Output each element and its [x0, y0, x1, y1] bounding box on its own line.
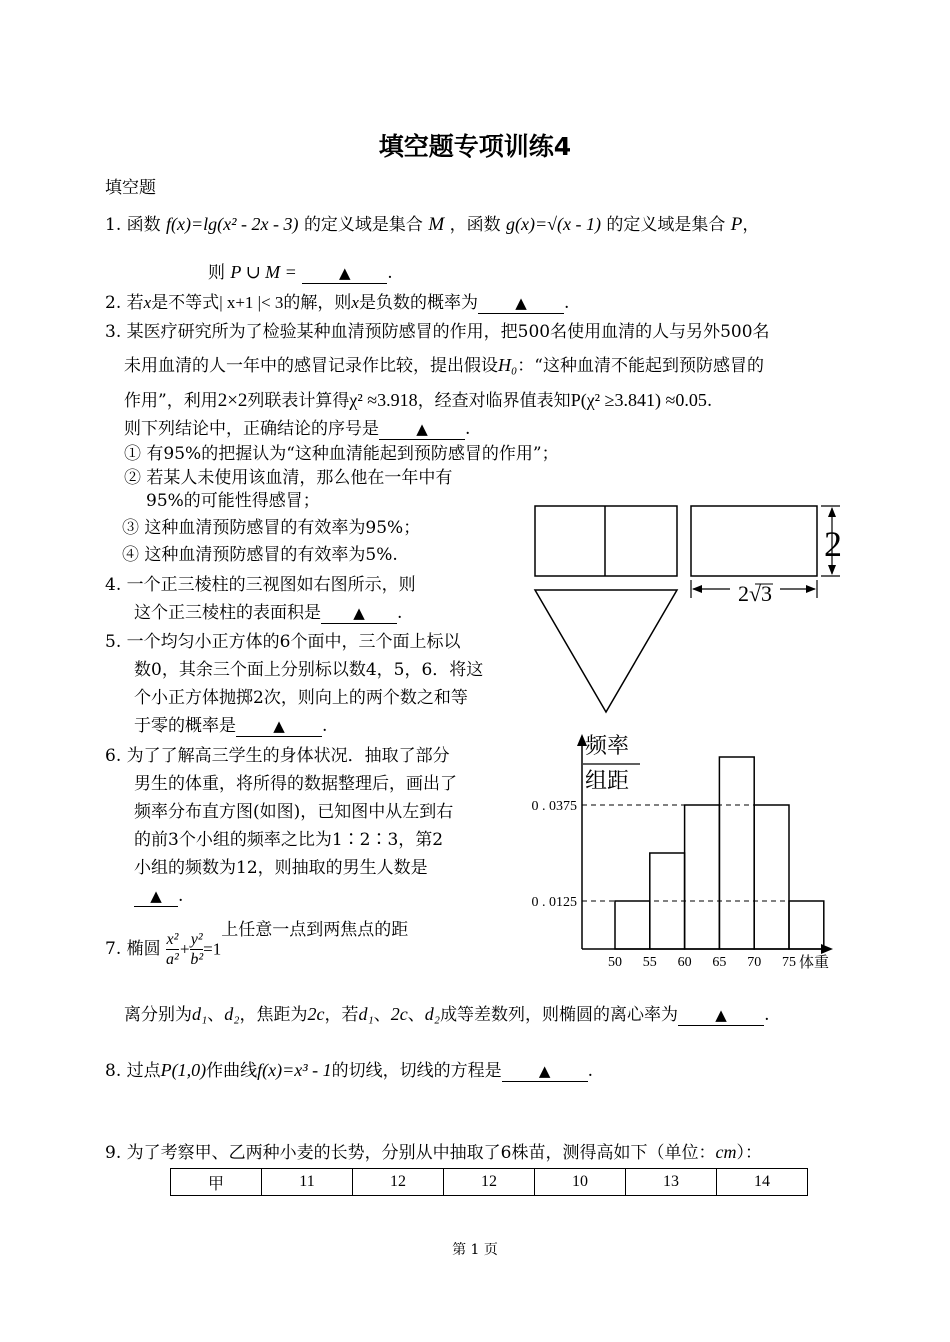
- question-3: 3. 某医疗研究所为了检验某种血清预防感冒的作用，把500名使用血清的人与另外500名: [105, 322, 770, 342]
- q1-g-expr: g(x)=√(x - 1): [505, 214, 601, 234]
- question-5-line2: 数0，其余三个面上分别标以数4，5，6．将这: [134, 660, 484, 680]
- histogram-bar: [615, 901, 650, 949]
- question-6-line4: 的前3个小组的频率之比为1∶2∶3，第2: [134, 830, 444, 850]
- question-3-line4: 则下列结论中，正确结论的序号是 ▲ .: [124, 419, 471, 439]
- question-5-line3: 个小正方体抛掷2次，则向上的两个数之和等: [134, 688, 468, 708]
- question-1-line2: 则 P ∪ M = ▲ .: [208, 262, 393, 283]
- table-cell: 13: [626, 1169, 717, 1196]
- triangle-icon: ▲: [338, 264, 351, 282]
- question-3-line3: 作用”，利用2×2列联表计算得χ² ≈3.918，经查对临界值表知P(χ² ≥3.841) ≈0.05.: [124, 390, 713, 411]
- y-label-top: 频率: [585, 733, 630, 758]
- table-cell: 14: [717, 1169, 808, 1196]
- histogram-bar: [754, 805, 789, 949]
- question-2: 2. 若x是不等式| x+1 |< 3的解，则x是负数的概率为 ▲ .: [105, 293, 570, 313]
- answer-blank-7[interactable]: [678, 1006, 764, 1026]
- table-cell: 11: [262, 1169, 353, 1196]
- x-tick-label: 65: [712, 955, 727, 970]
- q3-option-4: ④ 这种血清预防感冒的有效率为5%.: [122, 545, 398, 565]
- histogram-bar: [719, 757, 754, 949]
- question-1: 1. 函数 f(x)=lg(x² - 2x - 3) 的定义域是集合 M ，函数 g(x)=√(x - 1) 的定义域是集合 P，: [105, 214, 760, 235]
- q3-option-2: ② 若某人未使用该血清，那么他在一年中有: [124, 468, 453, 488]
- page-footer: 第 1 页: [452, 1242, 498, 1258]
- question-4-line2: 这个正三棱柱的表面积是 ▲ .: [134, 603, 403, 623]
- dim-label-height: 2: [824, 524, 842, 564]
- question-6-line5: 小组的频数为12，则抽取的男生人数是: [134, 858, 428, 878]
- ellipse-equation: $\frac{\text{x²}}{\text{a²}}$ + $\frac{\text{y²}}{\text{b²}}$ =1: [166, 931, 222, 969]
- question-7: 7. 椭圆 $\frac{\text{x²}}{\text{a²}}$ + $\frac{\text{y²}}{\text{b²}}$ =1上任意一点到两焦点的距: [105, 920, 409, 969]
- triangle-icon: ▲: [150, 887, 162, 905]
- q3-option-2-cont: 95%的可能性得感冒；: [146, 491, 320, 511]
- x-tick-label: 60: [677, 955, 692, 970]
- question-7-line2: 离分别为d₁、d₂，焦距为2c，若d₁、2c、d₂成等差数列，则椭圆的离心率为 ▲ .: [124, 1004, 770, 1025]
- answer-blank-8[interactable]: [502, 1062, 588, 1082]
- q1-number: 1.: [105, 215, 122, 235]
- section-heading: 填空题: [105, 178, 156, 198]
- question-5-line4: 于零的概率是 ▲ .: [134, 716, 328, 736]
- question-9: 9. 为了考察甲、乙两种小麦的长势，分别从中抽取了6株苗，测得高如下（单位：cm）：: [105, 1142, 762, 1163]
- data-table: [170, 1168, 808, 1196]
- table-cell: 12: [353, 1169, 444, 1196]
- question-6-line3: 频率分布直方图(如图)，已知图中从左到右: [134, 802, 454, 822]
- table-row: [171, 1169, 808, 1196]
- question-4: 4. 一个正三棱柱的三视图如右图所示，则: [105, 575, 416, 595]
- x-tick-label: 55: [642, 955, 657, 970]
- question-3-line2: 未用血清的人一年中的感冒记录作比较，提出假设H₀：“这种血清不能起到预防感冒的: [124, 355, 764, 376]
- question-6-line2: 男生的体重，将所得的数据整理后，画出了: [134, 774, 457, 794]
- question-5: 5. 一个均匀小正方体的6个面中，三个面上标以: [105, 632, 461, 652]
- question-6: 6. 为了了解高三学生的身体状况．抽取了部分: [105, 746, 450, 766]
- triangle-icon: ▲: [515, 294, 527, 312]
- question-8: 8. 过点P(1,0)作曲线f(x)=x³ - 1的切线，切线的方程是 ▲ .: [105, 1060, 594, 1081]
- histogram-bar: [685, 805, 720, 949]
- histogram-bar: [789, 901, 824, 949]
- table-cell: 甲: [171, 1169, 262, 1196]
- x-axis-label: 体重: [799, 955, 830, 971]
- triangle-icon: ▲: [715, 1006, 727, 1024]
- triangle-icon: ▲: [416, 420, 428, 438]
- x-tick-label: 50: [608, 955, 622, 970]
- dim-label-width: 2√3: [737, 581, 773, 606]
- x-tick-label: 70: [747, 955, 762, 970]
- q3-option-1: ① 有95%的把握认为“这种血清能起到预防感冒的作用”；: [124, 444, 559, 464]
- page-title: 填空题专项训练4: [378, 132, 572, 161]
- table-cell: 12: [444, 1169, 535, 1196]
- triangle-icon: ▲: [273, 717, 285, 735]
- y-label-bottom: 组距: [585, 768, 630, 793]
- y-tick-label: 0 . 0125: [531, 895, 577, 910]
- triangle-icon: ▲: [538, 1062, 551, 1080]
- question-6-line6: ▲ .: [134, 886, 183, 907]
- q1-f-expr: f(x)=lg(x² - 2x - 3): [166, 214, 299, 234]
- y-tick-label: 0 . 0375: [531, 799, 577, 814]
- table-cell: 10: [535, 1169, 626, 1196]
- x-tick-label: 75: [782, 955, 796, 970]
- q3-option-3: ③ 这种血清预防感冒的有效率为95%；: [122, 518, 421, 538]
- triangle-icon: ▲: [353, 604, 365, 622]
